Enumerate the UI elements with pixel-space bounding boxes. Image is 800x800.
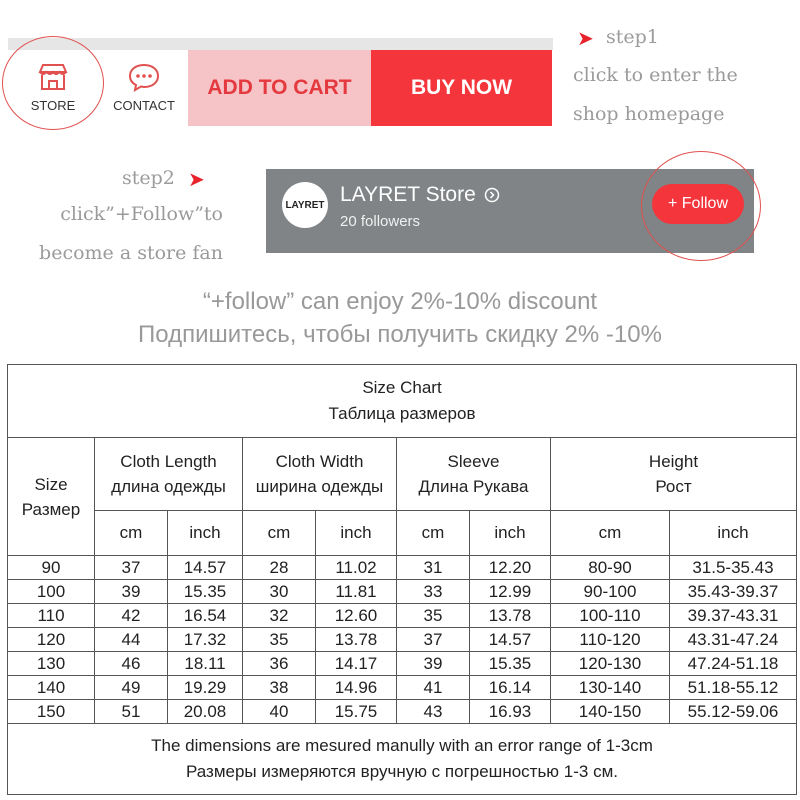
table-cell: 47.24-51.18: [670, 652, 797, 676]
table-cell: 90: [8, 556, 95, 580]
table-cell: 14.57: [470, 628, 551, 652]
sleeve-header: [397, 438, 551, 511]
step1-description: [573, 56, 738, 134]
table-cell: 35: [243, 628, 316, 652]
size-chart-title-en: Size Chart: [362, 378, 442, 397]
step2-line-1: click”+Follow”to: [60, 203, 223, 225]
table-cell: 120-130: [551, 652, 670, 676]
table-cell: 110-120: [551, 628, 670, 652]
table-cell: 15.75: [316, 700, 397, 724]
table-cell: 55.12-59.06: [670, 700, 797, 724]
table-cell: 38: [243, 676, 316, 700]
table-cell: 46: [95, 652, 168, 676]
table-cell: 100-110: [551, 604, 670, 628]
step1-label: step1: [606, 26, 659, 48]
table-cell: 130-140: [551, 676, 670, 700]
table-row: [8, 652, 797, 676]
table-row: [8, 556, 797, 580]
table-cell: 13.78: [470, 604, 551, 628]
table-cell: 130: [8, 652, 95, 676]
table-cell: 30: [243, 580, 316, 604]
store-logo[interactable]: LAYRET: [282, 182, 328, 228]
buy-now-button[interactable]: BUY NOW: [371, 50, 552, 126]
height-ru: Рост: [655, 477, 692, 496]
table-cell: 31.5-35.43: [670, 556, 797, 580]
table-row: [8, 604, 797, 628]
height-header: [551, 438, 797, 511]
follower-count: 20 followers: [340, 213, 421, 230]
table-cell: 39: [95, 580, 168, 604]
table-cell: 39.37-43.31: [670, 604, 797, 628]
chevron-right-circle-icon: [484, 187, 500, 203]
table-cell: 37: [397, 628, 470, 652]
size-column-header: [8, 438, 95, 556]
cloth-length-header: [95, 438, 243, 511]
step1-line-2: shop homepage: [573, 103, 725, 125]
table-cell: 43: [397, 700, 470, 724]
sleeve-en: Sleeve: [447, 452, 500, 471]
table-cell: 11.02: [316, 556, 397, 580]
cloth-width-en: Cloth Width: [275, 452, 364, 471]
table-cell: 14.57: [168, 556, 243, 580]
table-row: [8, 700, 797, 724]
cloth-length-ru: длина одежды: [111, 477, 226, 496]
unit-inch: inch: [316, 511, 397, 556]
store-name: LAYRET Store: [340, 183, 476, 206]
cloth-length-en: Cloth Length: [120, 452, 217, 471]
size-header-en: Size: [34, 474, 68, 494]
store-highlight-circle: [2, 36, 104, 130]
table-cell: 28: [243, 556, 316, 580]
unit-cm: cm: [95, 511, 168, 556]
size-chart-table: [7, 364, 797, 795]
follow-highlight-circle: [641, 151, 761, 261]
table-cell: 44: [95, 628, 168, 652]
table-cell: 80-90: [551, 556, 670, 580]
unit-inch: inch: [168, 511, 243, 556]
table-cell: 15.35: [470, 652, 551, 676]
step2-description: [18, 195, 223, 273]
measurement-note-ru: Размеры измеряются вручную с погрешностью 1-3 см.: [186, 762, 618, 781]
table-cell: 36: [243, 652, 316, 676]
chat-bubble-icon: [127, 62, 161, 92]
unit-cm: cm: [243, 511, 316, 556]
table-cell: 18.11: [168, 652, 243, 676]
store-button-label: STORE: [30, 98, 76, 113]
contact-button-label: CONTACT: [113, 98, 175, 113]
arrow-right-icon: ➤: [188, 169, 205, 191]
cloth-width-header: [243, 438, 397, 511]
table-row: [8, 628, 797, 652]
table-cell: 16.14: [470, 676, 551, 700]
table-cell: 51.18-55.12: [670, 676, 797, 700]
promo-english: “+follow” can enjoy 2%-10% discount: [202, 288, 598, 315]
step2-line-2: become a store fan: [39, 242, 223, 264]
table-cell: 37: [95, 556, 168, 580]
table-cell: 13.78: [316, 628, 397, 652]
unit-inch: inch: [670, 511, 797, 556]
table-cell: 140-150: [551, 700, 670, 724]
table-cell: 35: [397, 604, 470, 628]
table-cell: 49: [95, 676, 168, 700]
table-cell: 41: [397, 676, 470, 700]
size-chart-title-ru: Таблица размеров: [328, 404, 476, 423]
table-row: [8, 580, 797, 604]
unit-cm: cm: [397, 511, 470, 556]
table-cell: 110: [8, 604, 95, 628]
table-cell: 19.29: [168, 676, 243, 700]
table-cell: 140: [8, 676, 95, 700]
table-cell: 39: [397, 652, 470, 676]
table-cell: 16.54: [168, 604, 243, 628]
promo-russian: Подпишитесь, чтобы получить скидку 2% -10%: [138, 321, 662, 348]
step1-line-1: click to enter the: [573, 64, 738, 86]
measurement-note: [8, 724, 797, 795]
size-chart-title: [8, 365, 797, 438]
table-cell: 33: [397, 580, 470, 604]
table-cell: 40: [243, 700, 316, 724]
table-cell: 42: [95, 604, 168, 628]
step2-label: step2: [122, 167, 175, 189]
table-cell: 14.96: [316, 676, 397, 700]
measurement-note-en: The dimensions are mesured manully with an error range of 1-3cm: [151, 736, 653, 755]
table-cell: 11.81: [316, 580, 397, 604]
table-cell: 43.31-47.24: [670, 628, 797, 652]
cloth-width-ru: ширина одежды: [255, 477, 384, 496]
arrow-left-icon: ➤: [577, 28, 594, 50]
table-cell: 150: [8, 700, 95, 724]
table-cell: 12.60: [316, 604, 397, 628]
follow-button[interactable]: + Follow: [652, 184, 744, 224]
store-name-link[interactable]: [340, 183, 500, 207]
table-row: [8, 676, 797, 700]
table-cell: 35.43-39.37: [670, 580, 797, 604]
top-divider: [8, 38, 553, 50]
table-cell: 12.20: [470, 556, 551, 580]
unit-cm: cm: [551, 511, 670, 556]
table-cell: 120: [8, 628, 95, 652]
table-cell: 15.35: [168, 580, 243, 604]
unit-inch: inch: [470, 511, 551, 556]
height-en: Height: [648, 452, 699, 471]
table-cell: 14.17: [316, 652, 397, 676]
table-cell: 32: [243, 604, 316, 628]
table-cell: 16.93: [470, 700, 551, 724]
table-cell: 12.99: [470, 580, 551, 604]
size-header-ru: Размер: [21, 499, 81, 519]
contact-button[interactable]: [108, 52, 180, 126]
table-cell: 20.08: [168, 700, 243, 724]
table-cell: 51: [95, 700, 168, 724]
table-cell: 31: [397, 556, 470, 580]
table-cell: 90-100: [551, 580, 670, 604]
sleeve-ru: Длина Рукава: [418, 477, 529, 496]
add-to-cart-button[interactable]: ADD TO CART: [188, 50, 371, 126]
table-cell: 100: [8, 580, 95, 604]
table-cell: 17.32: [168, 628, 243, 652]
